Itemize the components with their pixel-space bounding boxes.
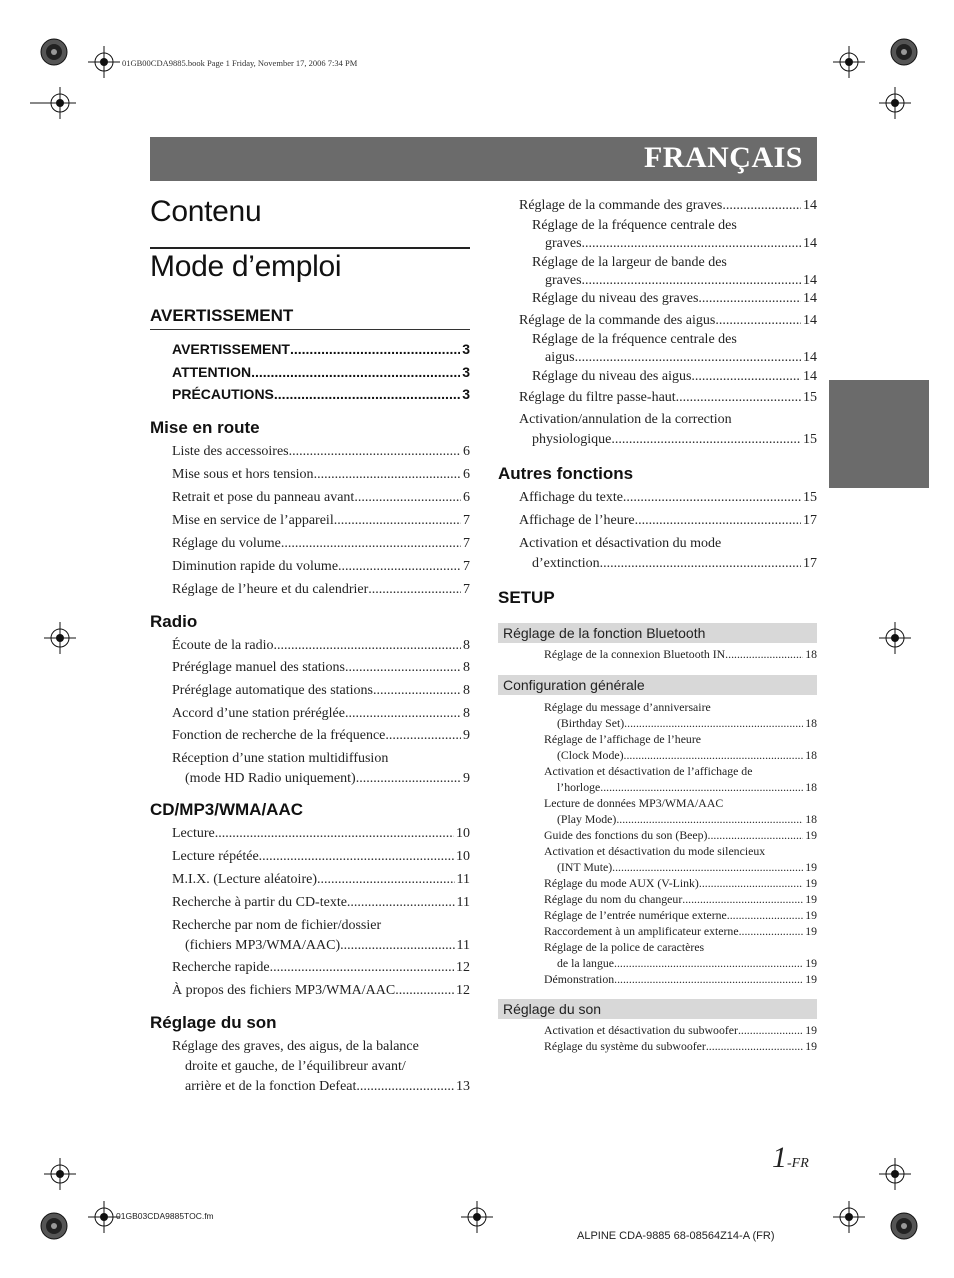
footer-model: ALPINE CDA-9885 68-08564Z14-A (FR) <box>577 1230 775 1242</box>
toc-entry-multiline[interactable]: Réglage de la fréquence centrale des graves ..... 14 <box>519 218 817 255</box>
toc-entry[interactable]: Préréglage automatique des stations ..... 8 <box>172 683 470 706</box>
toc-entry[interactable]: Retrait et pose du panneau avant ..... 6 <box>172 490 470 513</box>
avertissement-list <box>150 341 470 409</box>
toc-entry[interactable]: Liste des accessoires ..... 6 <box>172 444 470 467</box>
toc-entry[interactable]: Réglage du nom du changeur ..... 19 <box>544 892 817 908</box>
section-radio: Radio <box>150 611 198 631</box>
son-list <box>150 1039 470 1101</box>
contents-title: Contenu <box>150 195 262 228</box>
toc-entry[interactable]: Fonction de recherche de la fréquence ..... 9 <box>172 728 470 751</box>
toc-entry[interactable]: AVERTISSEMENT ..... 3 <box>172 341 470 364</box>
section-setup: SETUP <box>498 588 555 607</box>
general-list <box>498 700 817 988</box>
toc-entry-multiline[interactable]: Activation/annulation de la correction physiologique ..... 15 <box>519 412 817 452</box>
footer-file: 01GB03CDA9885TOC.fm <box>116 1211 214 1221</box>
language-banner <box>150 137 817 181</box>
toc-entry[interactable]: Démonstration ..... 19 <box>544 972 817 988</box>
son-continued-list <box>498 198 817 452</box>
toc-entry[interactable]: Mise en service de l’appareil ..... 7 <box>172 513 470 536</box>
toc-entry[interactable]: Réglage du niveau des aigus ..... 14 <box>519 369 817 390</box>
toc-entry-multiline[interactable]: Réception d’une station multidiffusion (mode HD Radio uniquement) ..... 9 <box>172 751 470 793</box>
side-tab <box>829 380 929 488</box>
toc-entry-multiline[interactable]: Recherche par nom de fichier/dossier (fichiers MP3/WMA/AAC) ..... 11 <box>172 918 470 960</box>
toc-entry-multiline[interactable]: Activation et désactivation de l’affichage de l’horloge ..... 18 <box>544 764 817 796</box>
setup-bluetooth-bar: Réglage de la fonction Bluetooth <box>498 623 817 643</box>
toc-entry[interactable]: PRÉCAUTIONS ..... 3 <box>172 386 470 409</box>
section-autres: Autres fonctions <box>498 464 634 483</box>
toc-entry[interactable]: ATTENTION ..... 3 <box>172 364 470 387</box>
setup-sound-bar: Réglage du son <box>498 999 817 1019</box>
toc-entry[interactable]: M.I.X. (Lecture aléatoire) ..... 11 <box>172 872 470 895</box>
toc-entry-multiline[interactable]: Réglage de la fréquence centrale des aigus ..... 14 <box>519 332 817 369</box>
right-column <box>498 198 817 1055</box>
section-cd: CD/MP3/WMA/AAC <box>150 799 303 819</box>
toc-entry[interactable]: Réglage de la commande des aigus ..... 14 <box>519 313 817 332</box>
toc-entry[interactable]: Écoute de la radio ..... 8 <box>172 638 470 661</box>
language-banner-title: FRANÇAIS <box>643 141 803 174</box>
toc-entry[interactable]: Réglage du système du subwoofer ..... 19 <box>544 1039 817 1055</box>
toc-entry[interactable]: Recherche à partir du CD-texte ..... 11 <box>172 895 470 918</box>
title-rule <box>150 247 470 249</box>
print-header: 01GB00CDA9885.book Page 1 Friday, November 17, 2006 7:34 PM <box>122 58 358 68</box>
section-son: Réglage du son <box>150 1012 277 1032</box>
toc-entry[interactable]: Réglage du mode AUX (V-Link) ..... 19 <box>544 876 817 892</box>
sound-list <box>498 1023 817 1055</box>
left-column <box>150 192 470 1101</box>
toc-entry[interactable]: Préréglage manuel des stations ..... 8 <box>172 660 470 683</box>
toc-entry-multiline[interactable]: Réglage du message d’anniversaire (Birthday Set) ..... 18 <box>544 700 817 732</box>
section-rule <box>150 329 470 330</box>
toc-entry[interactable]: Guide des fonctions du son (Beep) ..... 19 <box>544 828 817 844</box>
cd-list <box>150 826 470 1006</box>
toc-entry[interactable]: Réglage de l’heure et du calendrier ..... 7 <box>172 582 470 605</box>
section-avertissement: AVERTISSEMENT <box>150 306 294 325</box>
toc-entry[interactable]: Réglage de la connexion Bluetooth IN ..... 18 <box>544 647 817 663</box>
toc-entry-multiline[interactable]: Réglage de la largeur de bande des graves ..... 14 <box>519 255 817 291</box>
toc-entry[interactable]: Réglage de la commande des graves ..... 14 <box>519 198 817 218</box>
toc-entry[interactable]: Affichage du texte ..... 15 <box>519 490 817 513</box>
toc-entry-multiline[interactable]: Activation et désactivation du mode silencieux (INT Mute) ..... 19 <box>544 844 817 876</box>
toc-entry[interactable]: Réglage du volume ..... 7 <box>172 536 470 559</box>
autres-list <box>498 490 817 576</box>
toc-entry-multiline[interactable]: Réglage des graves, des aigus, de la balance droite et gauche, de l’équilibreur avant/ arrière et de la fonction Defeat ..... 13 <box>172 1039 470 1101</box>
section-mise-en-route: Mise en route <box>150 417 260 437</box>
toc-entry[interactable]: Réglage de l’entrée numérique externe ..... 19 <box>544 908 817 924</box>
manual-title: Mode d’emploi <box>150 250 342 283</box>
toc-entry-multiline[interactable]: Lecture de données MP3/WMA/AAC (Play Mode) ..... 18 <box>544 796 817 828</box>
toc-entry[interactable]: Accord d’une station préréglée ..... 8 <box>172 706 470 729</box>
toc-entry[interactable]: Lecture ..... 10 <box>172 826 470 849</box>
toc-entry[interactable]: Recherche rapide ..... 12 <box>172 960 470 983</box>
setup-general-bar: Configuration générale <box>498 675 817 695</box>
page-number: 1-FR <box>772 1141 809 1174</box>
toc-entry-multiline[interactable]: Réglage de la police de caractères de la langue ..... 19 <box>544 940 817 972</box>
toc-entry[interactable]: Activation et désactivation du subwoofer ..... 19 <box>544 1023 817 1039</box>
toc-entry-multiline[interactable]: Activation et désactivation du mode d’extinction ..... 17 <box>519 536 817 576</box>
toc-entry[interactable]: Lecture répétée ..... 10 <box>172 849 470 872</box>
toc-entry[interactable]: Raccordement à un amplificateur externe ..... 19 <box>544 924 817 940</box>
bluetooth-list <box>498 647 817 663</box>
toc-entry[interactable]: Réglage du filtre passe-haut ..... 15 <box>519 390 817 412</box>
toc-entry[interactable]: À propos des fichiers MP3/WMA/AAC ..... 12 <box>172 983 470 1006</box>
toc-entry[interactable]: Mise sous et hors tension ..... 6 <box>172 467 470 490</box>
radio-list <box>150 638 470 793</box>
toc-entry-multiline[interactable]: Réglage de l’affichage de l’heure (Clock Mode) ..... 18 <box>544 732 817 764</box>
toc-entry[interactable]: Affichage de l’heure ..... 17 <box>519 513 817 536</box>
toc-entry[interactable]: Réglage du niveau des graves ..... 14 <box>519 291 817 313</box>
mise-en-route-list <box>150 444 470 605</box>
toc-entry[interactable]: Diminution rapide du volume ..... 7 <box>172 559 470 582</box>
